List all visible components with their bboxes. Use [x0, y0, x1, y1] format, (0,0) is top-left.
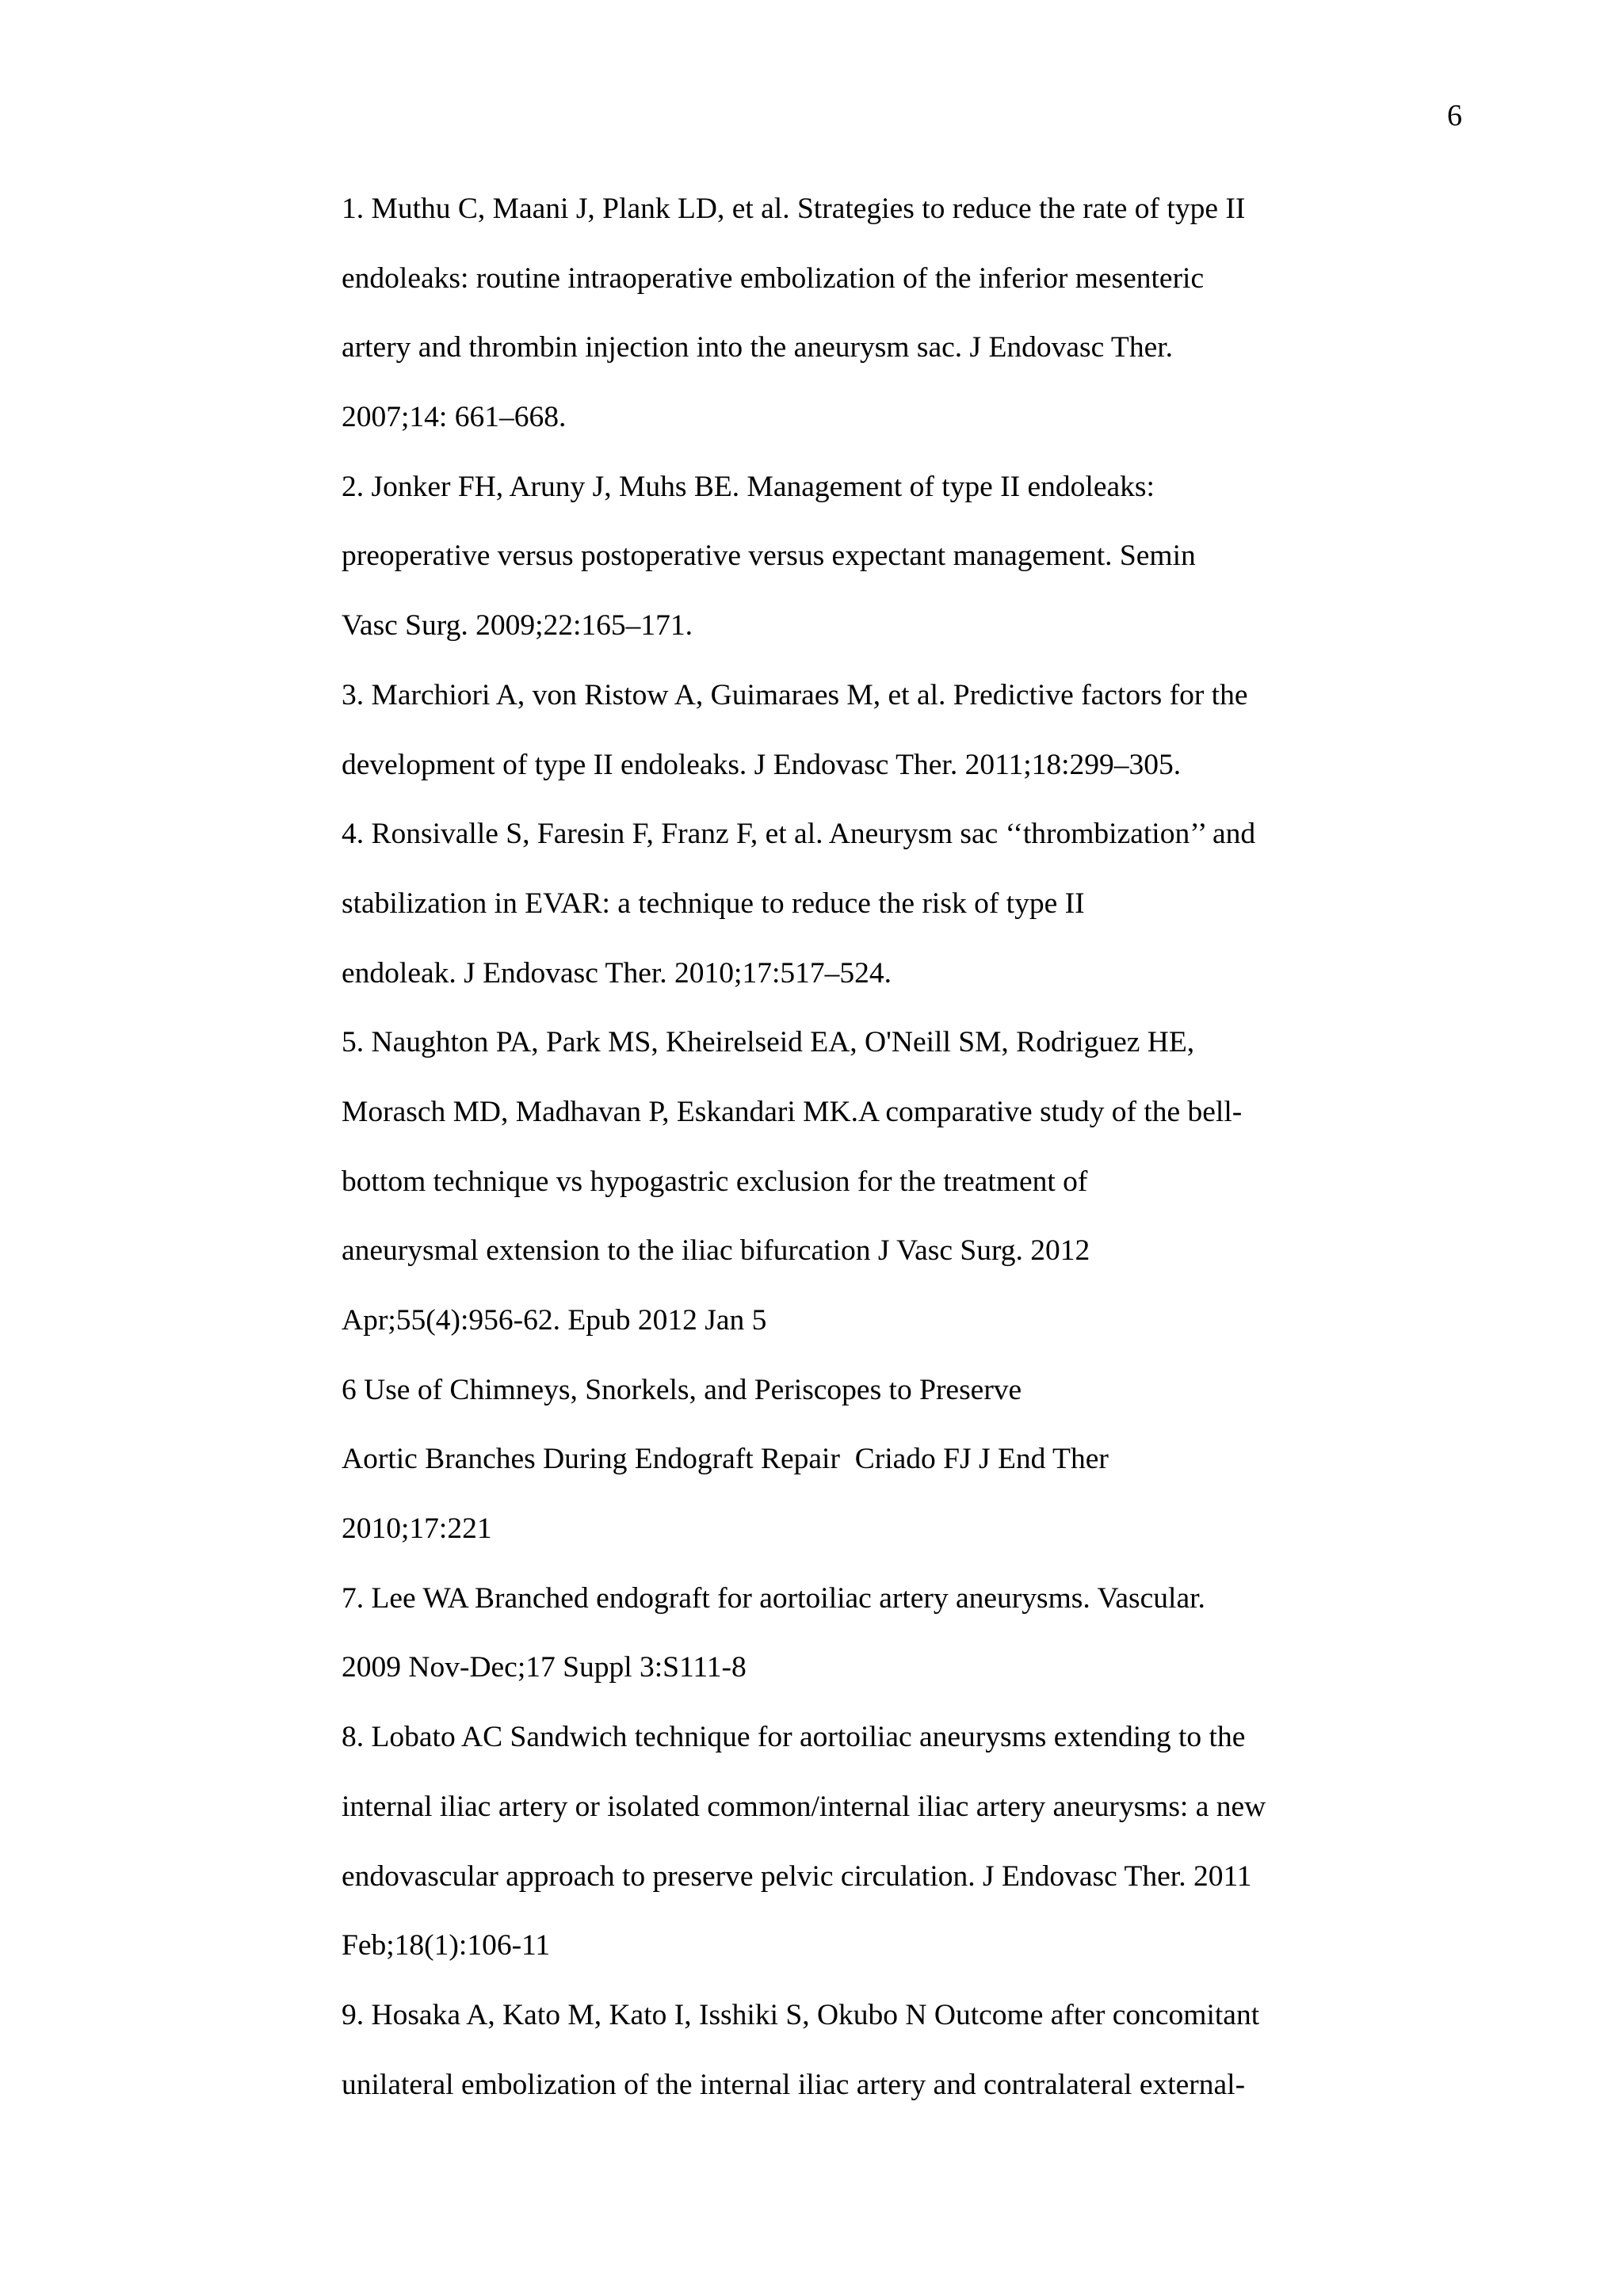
reference-line: Apr;55(4):956-62. Epub 2012 Jan 5: [342, 1304, 767, 1337]
reference-line: 6 Use of Chimneys, Snorkels, and Periscopes to Preserve: [342, 1373, 1022, 1406]
reference-item-6: [342, 1371, 1372, 1580]
reference-line: 1. Muthu C, Maani J, Plank LD, et al. Strategies to reduce the rate of type II: [342, 193, 1246, 225]
reference-line: 2010;17:221: [342, 1512, 492, 1546]
reference-line: 7. Lee WA Branched endograft for aortoiliac artery aneurysms. Vascular.: [342, 1581, 1205, 1615]
reference-line: aneurysmal extension to the iliac bifurcation J Vasc Surg. 2012: [342, 1234, 1090, 1268]
reference-line: 4. Ronsivalle S, Faresin F, Franz F, et al. Aneurysm sac ‘‘thrombization’’ and: [342, 818, 1256, 851]
reference-line: internal iliac artery or isolated common/internal iliac artery aneurysms: a new: [342, 1790, 1266, 1823]
reference-line: 5. Naughton PA, Park MS, Kheirelseid EA, O'Neill SM, Rodriguez HE,: [342, 1026, 1195, 1059]
reference-item-9: [342, 1997, 1372, 2135]
reference-item-5: [342, 1024, 1372, 1371]
reference-line: 9. Hosaka A, Kato M, Kato I, Isshiki S, Okubo N Outcome after concomitant: [342, 1998, 1260, 2031]
reference-item-2: [342, 468, 1372, 677]
reference-line: endoleak. J Endovasc Ther. 2010;17:517–524.: [342, 956, 892, 990]
reference-list: [342, 190, 1372, 2135]
reference-line: Feb;18(1):106-11: [342, 1929, 551, 1962]
reference-line: preoperative versus postoperative versus expectant management. Semin: [342, 540, 1196, 573]
reference-item-1: [342, 190, 1372, 468]
reference-line: Morasch MD, Madhavan P, Eskandari MK.A comparative study of the bell-: [342, 1095, 1243, 1128]
reference-item-3: [342, 677, 1372, 815]
reference-line: bottom technique vs hypogastric exclusion for the treatment of: [342, 1165, 1088, 1198]
reference-line: endovascular approach to preserve pelvic circulation. J Endovasc Ther. 2011: [342, 1859, 1252, 1893]
reference-line: 2. Jonker FH, Aruny J, Muhs BE. Management of type II endoleaks:: [342, 470, 1155, 503]
reference-item-7: [342, 1580, 1372, 1718]
reference-line: artery and thrombin injection into the aneurysm sac. J Endovasc Ther.: [342, 331, 1174, 364]
reference-line: endoleaks: routine intraoperative embolization of the inferior mesenteric: [342, 261, 1205, 295]
reference-line: development of type II endoleaks. J Endovasc Ther. 2011;18:299–305.: [342, 748, 1182, 781]
reference-item-8: [342, 1718, 1372, 1997]
page-number: 6: [1447, 99, 1462, 132]
reference-line: stabilization in EVAR: a technique to reduce the risk of type II: [342, 887, 1085, 920]
reference-line: 2009 Nov-Dec;17 Suppl 3:S111-8: [342, 1651, 747, 1684]
reference-line: 2007;14: 661–668.: [342, 401, 567, 434]
reference-line: 3. Marchiori A, von Ristow A, Guimaraes M, et al. Predictive factors for the: [342, 678, 1248, 711]
reference-item-4: [342, 815, 1372, 1024]
reference-line: unilateral embolization of the internal iliac artery and contralateral external-: [342, 2068, 1246, 2101]
reference-line: Aortic Branches During Endograft Repair Criado FJ J End Ther: [342, 1443, 1109, 1476]
reference-line: Vasc Surg. 2009;22:165–171.: [342, 609, 693, 643]
reference-line: 8. Lobato AC Sandwich technique for aortoiliac aneurysms extending to the: [342, 1721, 1246, 1754]
